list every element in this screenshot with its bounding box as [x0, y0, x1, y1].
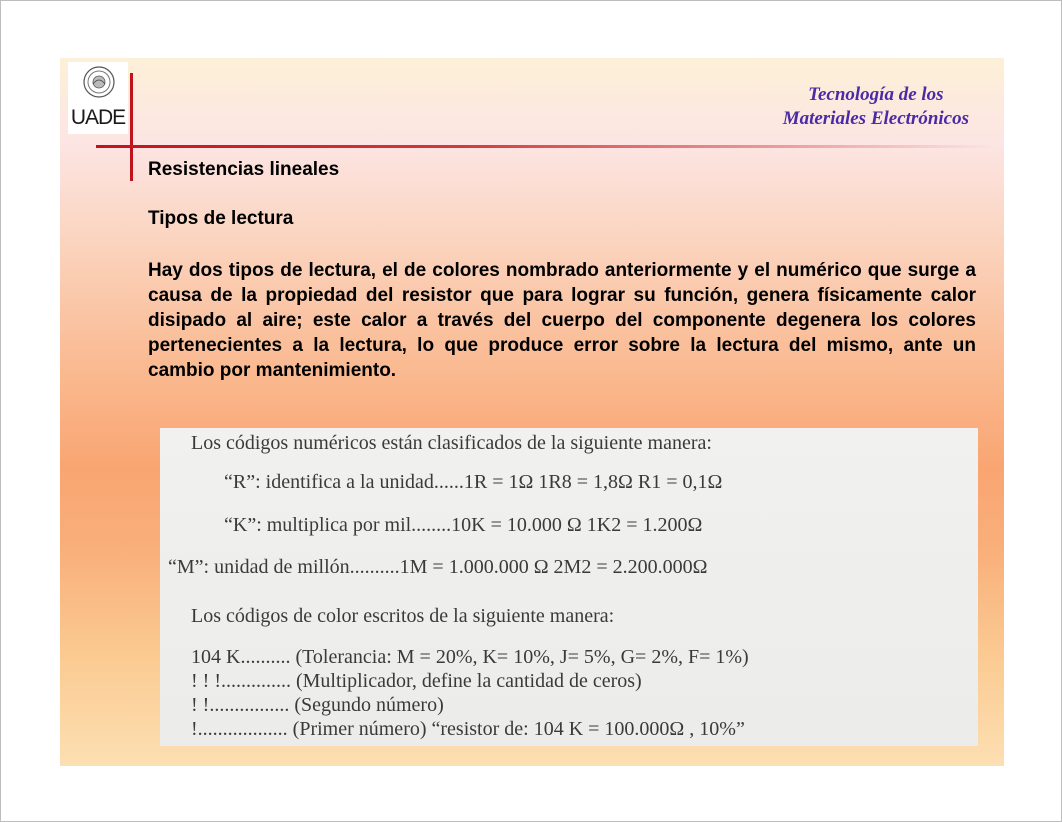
scan-line-m-code: “M”: unidad de millón..........1M = 1.000.000 Ω 2M2 = 2.200.000Ω: [168, 556, 708, 578]
scan-line-k-code: “K”: multiplica por mil........10K = 10.000 Ω 1K2 = 1.200Ω: [224, 514, 703, 536]
section-heading: Resistencias lineales: [148, 159, 340, 180]
scan-line-color-intro: Los códigos de color escritos de la siguiente manera:: [191, 605, 615, 627]
scan-line-numeric-intro: Los códigos numéricos están clasificados de la siguiente manera:: [191, 432, 712, 454]
scan-line-first-number: !.................. (Primer número) “resistor de: 104 K = 100.000Ω , 10%”: [191, 718, 745, 740]
slide: [60, 58, 1004, 766]
scan-line-multiplier: ! ! !.............. (Multiplicador, define la cantidad de ceros): [191, 670, 642, 692]
body-paragraph: Hay dos tipos de lectura, el de colores nombrado anteriormente y el numérico que surge a causa de la propiedad del resistor que para lograr su función, genera físicamente calor disipado al aire; este calor a través del cuerpo del componente degenera los colores pertenecientes a la lectura, lo que produce error sobre la lectura del mismo, ante un cambio por mantenimiento.: [148, 260, 976, 381]
course-title: [783, 83, 969, 131]
scan-line-second-number: ! !................ (Segundo número): [191, 694, 444, 716]
red-horizontal-rule: [96, 145, 1002, 148]
university-seal-icon: [83, 66, 115, 98]
subsection-heading: Tipos de lectura: [148, 208, 294, 229]
scan-line-tolerance: 104 K.......... (Tolerancia: M = 20%, K= 10%, J= 5%, G= 2%, F= 1%): [191, 646, 749, 668]
course-title-line-2: Materiales Electrónicos: [782, 108, 969, 129]
course-title-line-1: Tecnología de los: [808, 84, 944, 105]
scanned-codes-image: [160, 428, 978, 746]
logo-text: UADE: [70, 106, 126, 129]
uade-logo: [68, 62, 128, 134]
red-vertical-rule: [130, 73, 133, 181]
scan-line-r-code: “R”: identifica a la unidad......1R = 1Ω 1R8 = 1,8Ω R1 = 0,1Ω: [224, 471, 723, 493]
